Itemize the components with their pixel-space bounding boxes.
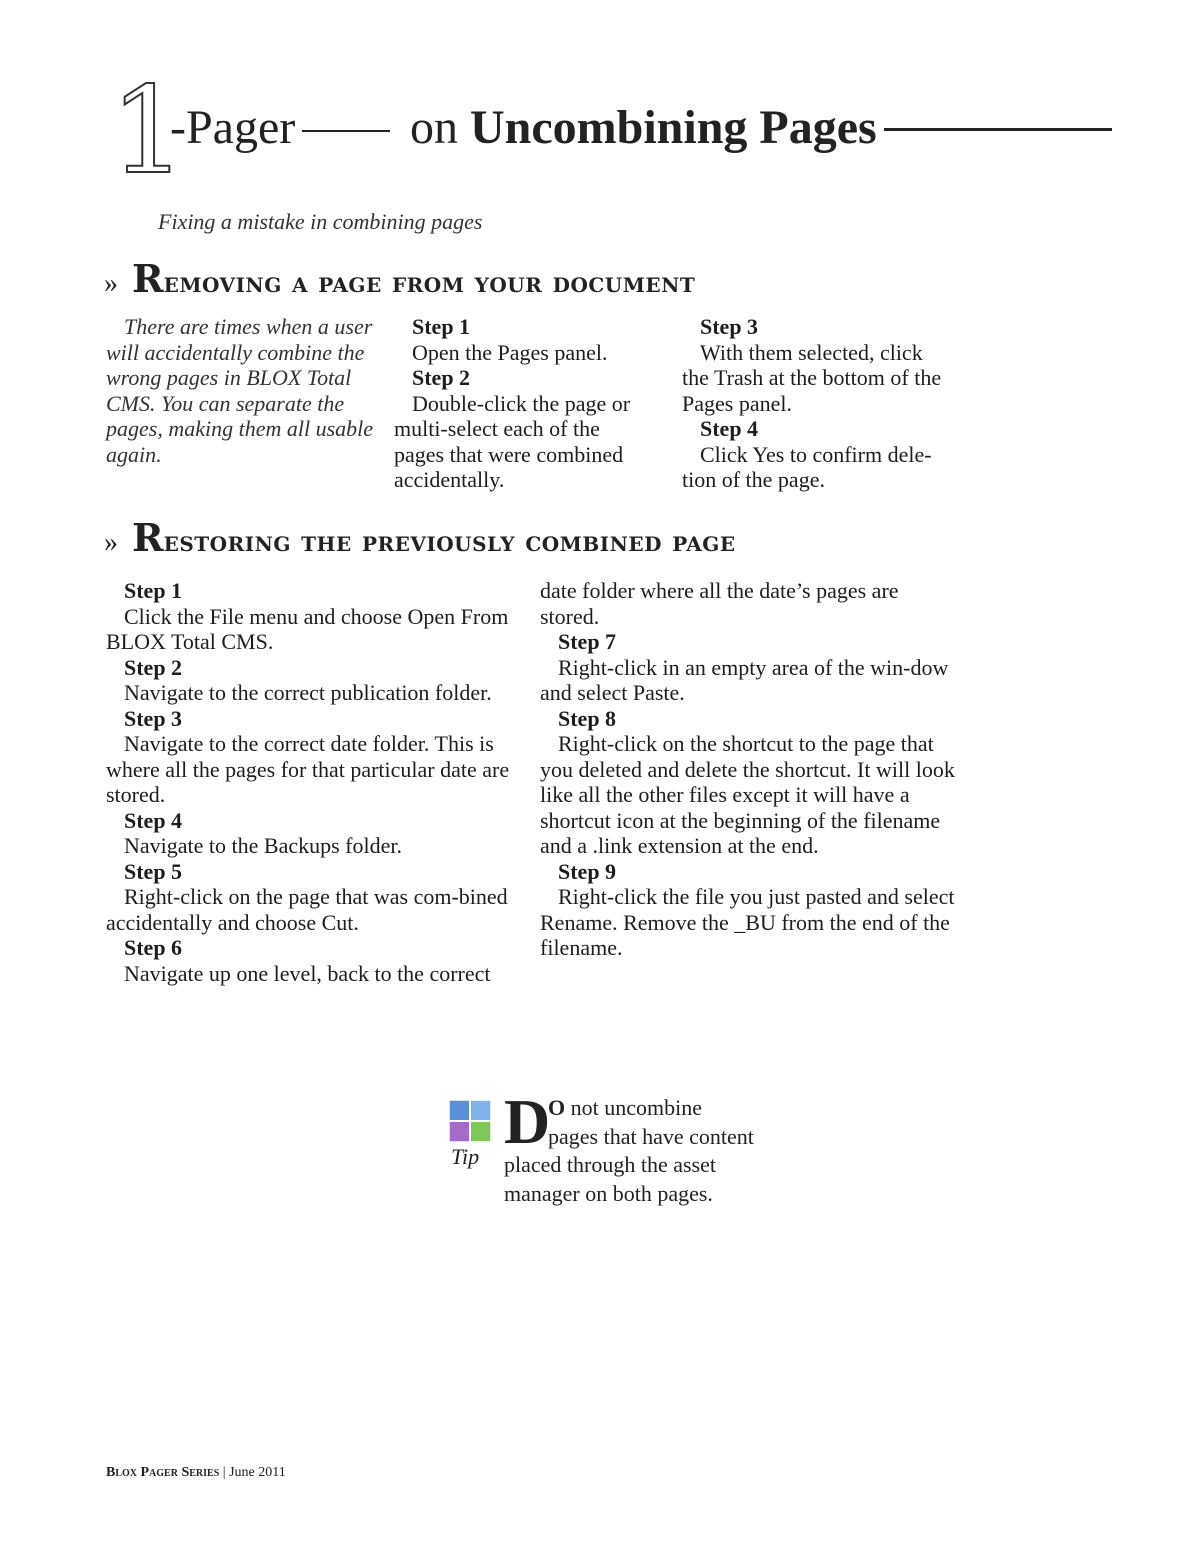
step-label: Step 1 [124,578,183,603]
step-text-continued: date folder where all the date’s pages are stored. [540,578,899,629]
step-text: Double-click the page or multi-select each of the pages that were combined accidentally. [394,390,631,492]
step-label: Step 2 [124,654,183,680]
section1-column-3 [682,314,952,493]
step-text: Open the Pages panel. [412,339,608,365]
tip-line-1 [504,1094,794,1123]
footer-series: Blox Pager Series [106,1465,220,1480]
tip-line-3: placed through the asset [504,1152,716,1177]
heading-rest: emoving a page from your document [163,266,696,299]
pager-label: -Pager [170,101,296,154]
section2-column-1 [106,578,526,986]
page-subtitle: Fixing a mistake in combining pages [158,209,483,234]
tip-line-1-bold: O [548,1095,566,1120]
step-label: Step 8 [558,705,617,731]
footer-separator: | [219,1465,230,1480]
step-label: Step 4 [124,807,183,833]
cube-icon [447,1098,493,1144]
step-text: With them selected, click the Trash at the bottom of the Pages panel. [682,339,942,416]
step-label: Step 9 [558,858,617,884]
chevron-icon: » [104,268,118,299]
tip-line-1-rest: not uncombine [565,1095,702,1120]
step-label: Step 4 [700,416,759,441]
step-label: Step 5 [124,858,183,884]
step-label: Step 1 [412,314,471,339]
tip-line-4: manager on both pages. [504,1180,713,1206]
title-rule-right [884,128,1112,131]
footer-date: June 2011 [229,1465,286,1480]
step-label: Step 7 [558,629,617,654]
step-label: Step 3 [700,314,759,339]
section-heading-removing [104,256,695,301]
section1-column-2 [394,314,654,493]
step-label: Step 2 [412,365,471,390]
step-text: Navigate to the correct date folder. This is where all the pages for that particular date are stored. [106,731,510,807]
page-title [410,100,877,155]
step-text: Navigate to the Backups folder. [124,833,402,858]
step-text: Click Yes to confirm dele-tion of the page. [682,441,932,492]
step-label: Step 3 [124,705,183,731]
section2-column-2 [540,578,960,961]
footer [106,1465,286,1481]
step-text: Right-click in an empty area of the win-dow and select Paste. [540,654,949,705]
step-text: Right-click the file you just pasted and select Rename. Remove the _BU from the end of the filename. [540,884,955,960]
step-label: Step 6 [124,935,183,960]
step-text: Click the File menu and choose Open From BLOX Total CMS. [106,603,509,654]
tip-line-2: pages that have content [548,1123,754,1149]
heading-capital: R [132,256,164,301]
heading-rest: estoring the previously combined page [163,525,736,558]
title-main: Uncombining Pages [470,101,877,154]
title-rule-left [302,130,390,132]
title-on-word: on [410,101,458,154]
chevron-icon: » [104,527,118,558]
section1-intro [106,314,376,467]
section-heading-restoring [104,515,736,560]
tip-text [504,1094,794,1208]
page-number-numeral: 1 [110,62,187,201]
tip-dropcap: D [504,1086,551,1157]
step-text: Navigate to the correct publication folder. [124,680,492,705]
step-text: Navigate up one level, back to the correct [124,960,491,986]
heading-capital: R [132,515,164,560]
intro-text: There are times when a user will accidentally combine the wrong pages in BLOX Total CMS. You can separate the pages, making them all usable again. [106,314,374,467]
tip-label: Tip [451,1144,480,1169]
step-text: Right-click on the page that was com-bined accidentally and choose Cut. [106,884,508,935]
step-text: Right-click on the shortcut to the page that you deleted and delete the shortcut. It will look like all the other files except it will have a shortcut icon at the beginning of the filename and a .link extension at the end. [540,731,955,858]
